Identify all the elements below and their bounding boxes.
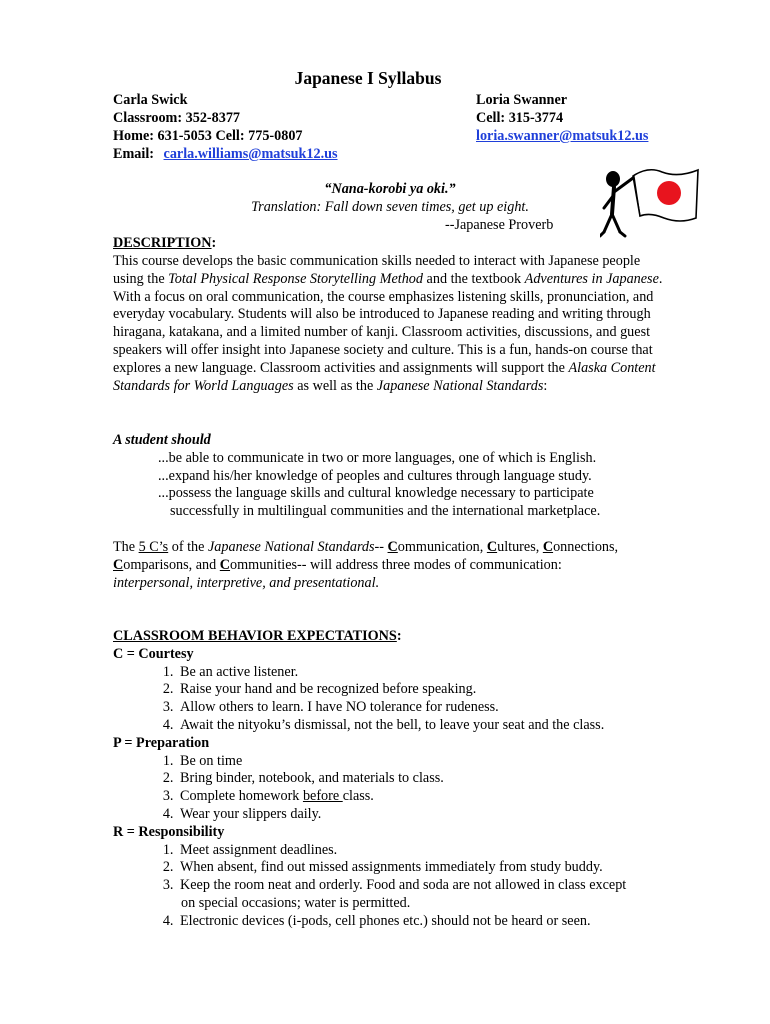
page-title: Japanese I Syllabus [294,68,442,88]
cell-phone-loria: Cell: 315-3774 [476,110,564,126]
list-item: 3. Complete homework before class. [177,788,693,806]
responsibility-list [113,842,693,895]
email-row [113,146,338,164]
proverb-translation: Translation: Fall down seven times, get up eight. [251,198,529,215]
list-item: ...be able to communicate in two or more languages, one of which is English. [158,449,597,466]
responsibility-heading: R = Responsibility [113,823,225,840]
proverb-text: “Nana-korobi ya oki.” [324,181,456,197]
five-cs-paragraph: The 5 C’s of the Japanese National Standards-- Communication, Cultures, Connections, Comparisons, and Communities-- will address three modes of communication: interpersonal, interpretive, and presentational. [113,539,619,591]
preparation-list [113,753,693,824]
behavior-section [113,628,693,931]
list-item: ...expand his/her knowledge of peoples and cultures through language study. [158,467,592,484]
list-item: successfully in multilingual communities and the international marketplace. [170,503,601,520]
classroom-phone: Classroom: 352-8377 [113,110,241,126]
list-item: 4. Electronic devices (i-pods, cell phones etc.) should not be heard or seen. [177,913,693,931]
student-heading: A student should [113,432,211,448]
list-item: 1. Be an active listener. [177,664,693,682]
list-item: 2. Raise your hand and be recognized before speaking. [177,681,693,699]
list-item: 4. Wear your slippers daily. [177,806,693,824]
courtesy-heading: C = Courtesy [113,645,194,662]
list-item: 1. Be on time [177,753,693,771]
contact-right [476,92,648,146]
email-link-loria[interactable]: loria.swanner@matsuk12.us [476,128,649,144]
five-cs-link: 5 C’s [138,539,169,555]
teacher-name-loria: Loria Swanner [476,92,568,108]
description-paragraph: This course develops the basic communication skills needed to interact with Japanese people using the Total Physical Response Storytelling Method and the textbook Adventures in Japanese. With a focus on oral communication, the course emphasizes listening skills, pronunciation, and everyday vocabulary. Students will also be introduced to Japanese reading and writing through hiragana, katakana, and a limited number of kanji. Classroom activities, discussions, and guest speakers will offer insight into Japanese society and culture. This is a fun, hands-on course that explores a new language. Classroom activities and assignments will support the Alaska Content Standards for World Languages as well as the Japanese National Standards: [113,253,663,394]
courtesy-list [113,664,693,735]
home-cell-phone: Home: 631-5053 Cell: 775-0807 [113,128,303,144]
email-label: Email: [113,146,154,162]
student-should-section [113,432,673,521]
email-link-carla[interactable]: carla.williams@matsuk12.us [163,146,338,162]
list-item: 3. Keep the room neat and orderly. Food and soda are not allowed in class except [177,877,693,895]
list-item: 2. Bring binder, notebook, and materials to class. [177,770,693,788]
list-item-continuation: on special occasions; water is permitted. [181,894,411,911]
behavior-heading: CLASSROOM BEHAVIOR EXPECTATIONS: [113,628,402,644]
proverb-attribution: --Japanese Proverb [445,217,554,233]
list-item: 3. Allow others to learn. I have NO tolerance for rudeness. [177,699,693,717]
list-item: 2. When absent, find out missed assignments immediately from study buddy. [177,859,693,877]
list-item: 4. Await the nityoku’s dismissal, not the bell, to leave your seat and the class. [177,717,693,735]
preparation-heading: P = Preparation [113,734,210,751]
description-heading: DESCRIPTION: [113,235,217,251]
list-item: ...possess the language skills and cultural knowledge necessary to participate [158,485,594,502]
contact-left [113,92,338,164]
responsibility-list-continued [113,913,693,931]
teacher-name-carla: Carla Swick [113,92,188,108]
list-item: 1. Meet assignment deadlines. [177,842,693,860]
